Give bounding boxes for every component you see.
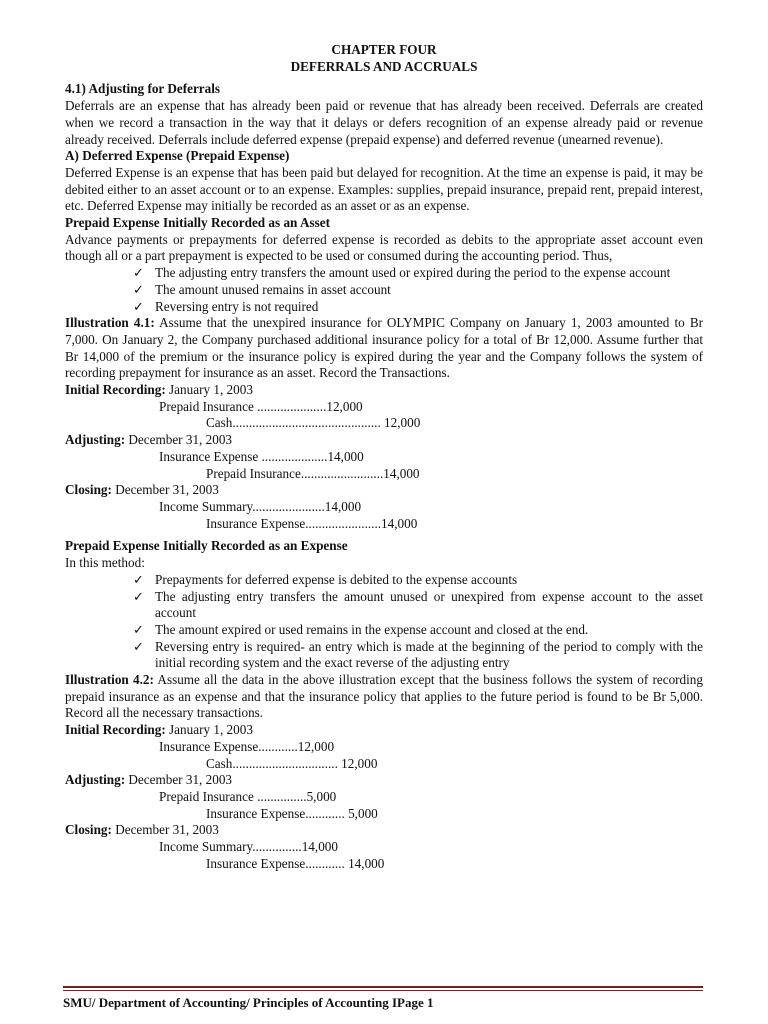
document-body <box>65 42 703 872</box>
asset-method-paragraph: Advance payments or prepayments for deferred expense is recorded as debits to the appropriate asset account even though all or a part prepayment is expected to be used or consumed during the accounting period. Thus, <box>65 231 703 264</box>
journal-debit-line: Prepaid Insurance ...............5,000 <box>159 788 337 804</box>
journal-debit-line: Income Summary......................14,000 <box>159 498 362 514</box>
asset-method-bullet-list <box>65 265 703 315</box>
journal-entry-initial: Initial Recording: January 1, 2003 <box>65 382 253 398</box>
section-a-paragraph: Deferred Expense is an expense that has been paid but delayed for recognition. At the time an expense is paid, it may be debited either to an asset account or to an expense. Examples: supplies, prepaid insurance, prepaid rent, prepaid interest, etc. Deferred Expense may initially be recorded as an asset or as an expense. <box>65 164 703 214</box>
illustration-text: Assume all the data in the above illustration except that the business follows the system of recording prepaid insurance as an expense and that the insurance policy that applies to the future period is found to be Br 5,000. Record all the necessary transactions. <box>65 672 703 721</box>
journal-credit-line: Cash................................ 12,000 <box>206 755 378 771</box>
illustration-4-1 <box>65 315 703 382</box>
journal-debit-line: Insurance Expense ....................14,000 <box>159 448 364 464</box>
journal-entry-adjusting: Adjusting: December 31, 2003 <box>65 772 233 788</box>
journal-credit-line: Insurance Expense............ 5,000 <box>206 805 378 821</box>
journal-entry-closing: Closing: December 31, 2003 <box>65 482 219 498</box>
journal-debit-line: Insurance Expense............12,000 <box>159 738 335 754</box>
footer-text: SMU/ Department of Accounting/ Principles of Accounting IPage 1 <box>63 995 434 1010</box>
expense-method-heading: Prepaid Expense Initially Recorded as an Expense <box>65 538 348 554</box>
journal-debit-line: Prepaid Insurance .....................12,000 <box>159 398 363 414</box>
check-icon: ✓ <box>133 621 144 637</box>
list-item: ✓ The adjusting entry transfers the amount used or expired during the period to the expense account <box>133 265 671 281</box>
chapter-label: CHAPTER FOUR <box>331 42 437 57</box>
chapter-title: DEFERRALS AND ACCRUALS <box>290 58 478 74</box>
list-item: ✓ The amount expired or used remains in the expense account and closed at the end. <box>133 621 589 637</box>
check-icon: ✓ <box>133 571 144 587</box>
journal-debit-line: Income Summary...............14,000 <box>159 839 338 855</box>
list-item: ✓ The amount unused remains in asset account <box>133 281 391 297</box>
section-heading-4-1: 4.1) Adjusting for Deferrals <box>65 81 221 97</box>
journal-entry-initial: Initial Recording: January 1, 2003 <box>65 722 253 738</box>
section-heading-a: A) Deferred Expense (Prepaid Expense) <box>65 148 290 164</box>
journal-credit-line: Cash............................................. 12,000 <box>206 415 421 431</box>
illustration-label: Illustration 4.2: <box>65 672 154 688</box>
journal-entry-adjusting: Adjusting: December 31, 2003 <box>65 432 233 448</box>
list-item: ✓ Reversing entry is required- an entry which is made at the beginning of the period to comply with the initial recording system and the exact reverse of the adjusting entry <box>133 638 703 671</box>
asset-method-heading: Prepaid Expense Initially Recorded as an Asset <box>65 215 330 231</box>
check-icon: ✓ <box>133 298 144 314</box>
illustration-label: Illustration 4.1: <box>65 315 155 331</box>
list-item: ✓ Reversing entry is not required <box>133 298 319 314</box>
expense-method-bullet-list <box>65 572 703 672</box>
expense-method-intro: In this method: <box>65 555 145 571</box>
check-icon: ✓ <box>133 638 144 654</box>
journal-credit-line: Insurance Expense............ 14,000 <box>206 855 385 871</box>
illustration-4-2 <box>65 672 703 722</box>
check-icon: ✓ <box>133 265 144 281</box>
list-item: ✓ Prepayments for deferred expense is debited to the expense accounts <box>133 571 518 587</box>
journal-credit-line: Insurance Expense.......................14,000 <box>206 515 418 531</box>
illustration-text: Assume that the unexpired insurance for OLYMPIC Company on January 1, 2003 amounted to Br 7,000. On January 2, the Company purchased additional insurance policy for a total of Br 12,000. Assume further that Br 14,000 of the premium or the insurance policy is expired during the year and the Company follows the system of recording prepayment for insurance as an asset. Record the Transactions. <box>65 315 704 381</box>
footer-divider-thin <box>63 990 703 991</box>
footer-divider <box>63 986 703 988</box>
check-icon: ✓ <box>133 588 144 604</box>
list-item: ✓ The adjusting entry transfers the amount unused or unexpired from expense account to the asset account <box>133 588 703 621</box>
check-icon: ✓ <box>133 281 144 297</box>
page-footer <box>63 986 703 1011</box>
journal-entry-closing: Closing: December 31, 2003 <box>65 822 219 838</box>
section-4-1-paragraph: Deferrals are an expense that has already been paid or revenue that has already been received. Deferrals are created when we record a transaction in the way that it delays or defers recognition of an expense already paid or revenue already received. Deferrals include deferred expense (prepaid expense) and deferred revenue (unearned revenue). <box>65 98 703 147</box>
journal-credit-line: Prepaid Insurance.........................14,000 <box>206 465 420 481</box>
